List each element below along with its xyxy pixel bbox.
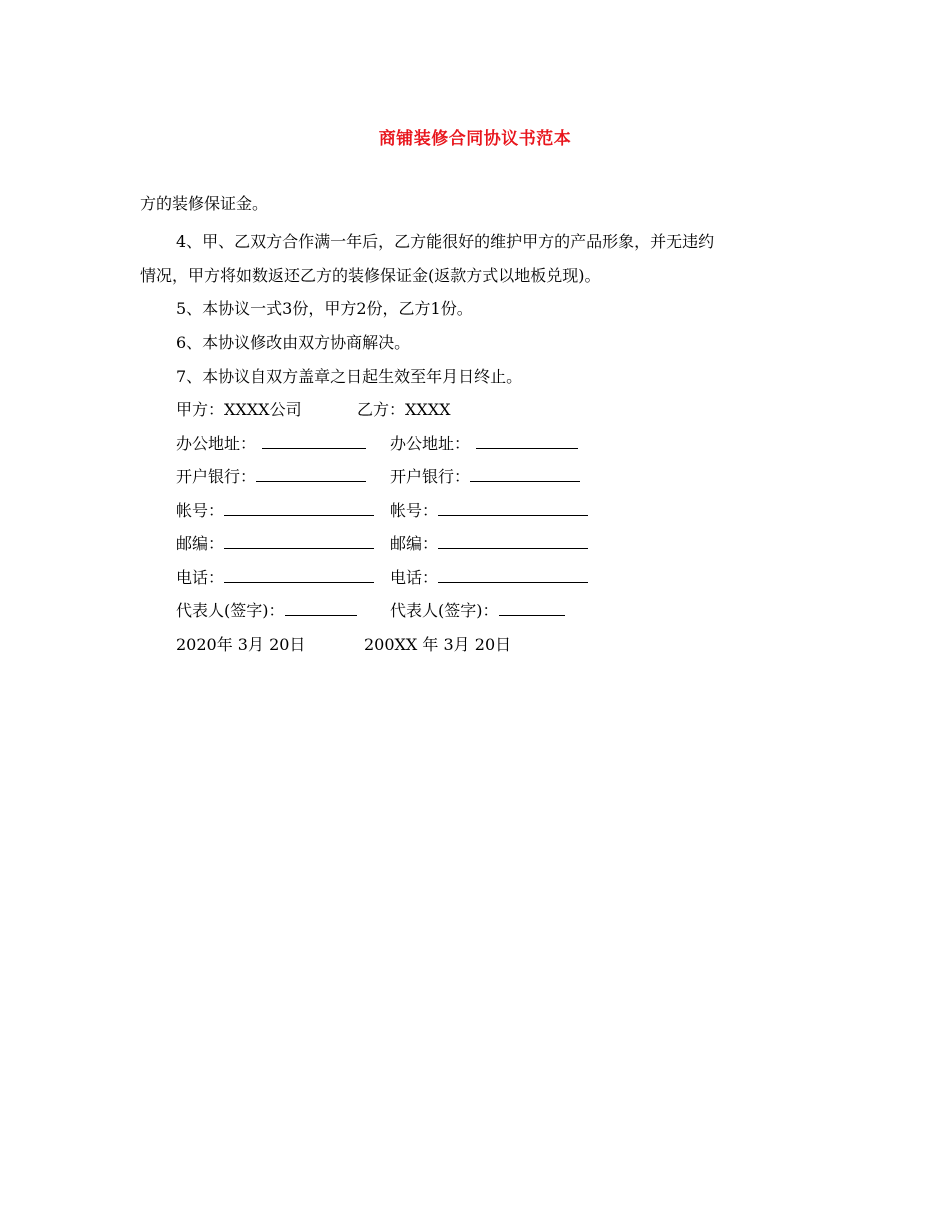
document-title: 商铺装修合同协议书范本	[378, 129, 572, 149]
account-b-blank	[438, 501, 588, 516]
clause-7: 7、本协议自双方盖章之日起生效至年月日终止。	[176, 367, 523, 386]
rep-b-group	[390, 601, 565, 621]
clause-5: 5、本协议一式3份，甲方2份，乙方1份。	[176, 299, 473, 318]
account-b-group	[390, 501, 588, 521]
date-b: 200XX 年 3月 20日	[364, 635, 512, 654]
parties-row	[176, 400, 451, 420]
address-b-group	[390, 434, 578, 454]
account-a-label: 帐号：	[176, 501, 225, 520]
address-b-label: 办公地址：	[390, 434, 471, 453]
account-b-label: 帐号：	[390, 501, 439, 520]
date-a: 2020年 3月 20日	[176, 635, 306, 654]
postcode-a-blank	[224, 534, 374, 549]
phone-a-label: 电话：	[176, 568, 225, 587]
account-a-blank	[224, 501, 374, 516]
postcode-b-blank	[438, 534, 588, 549]
phone-b-label: 电话：	[390, 568, 439, 587]
clause-4-line-2: 情况，甲方将如数返还乙方的装修保证金(返款方式以地板兑现)。	[140, 266, 601, 285]
phone-a-blank	[224, 568, 374, 583]
phone-row	[176, 568, 596, 588]
address-a-blank	[262, 434, 366, 449]
rep-a-label: 代表人(签字)：	[176, 601, 285, 620]
party-a-label: 甲方：XXXX公司	[176, 400, 302, 419]
party-b-label: 乙方：XXXX	[357, 400, 451, 419]
postcode-b-group	[390, 534, 588, 554]
representative-row	[176, 601, 596, 621]
bank-a-blank	[256, 467, 366, 482]
bank-a-label: 开户银行：	[176, 467, 257, 486]
paragraph-continuation: 方的装修保证金。	[140, 194, 269, 213]
date-row	[176, 635, 596, 655]
bank-b-group	[390, 467, 580, 487]
rep-b-blank	[499, 601, 565, 616]
postcode-row	[176, 534, 596, 554]
rep-a-blank	[285, 601, 357, 616]
bank-row	[176, 467, 596, 487]
phone-b-blank	[438, 568, 588, 583]
rep-b-label: 代表人(签字)：	[390, 601, 499, 620]
bank-b-blank	[470, 467, 580, 482]
phone-b-group	[390, 568, 588, 588]
postcode-b-label: 邮编：	[390, 534, 439, 553]
bank-b-label: 开户银行：	[390, 467, 471, 486]
address-b-blank	[476, 434, 578, 449]
clause-4-line-1: 4、甲、乙双方合作满一年后，乙方能很好的维护甲方的产品形象，并无违约	[176, 232, 715, 251]
account-row	[176, 501, 596, 521]
address-row	[176, 434, 596, 454]
clause-6: 6、本协议修改由双方协商解决。	[176, 333, 411, 352]
postcode-a-label: 邮编：	[176, 534, 225, 553]
address-a-label: 办公地址：	[176, 434, 257, 453]
